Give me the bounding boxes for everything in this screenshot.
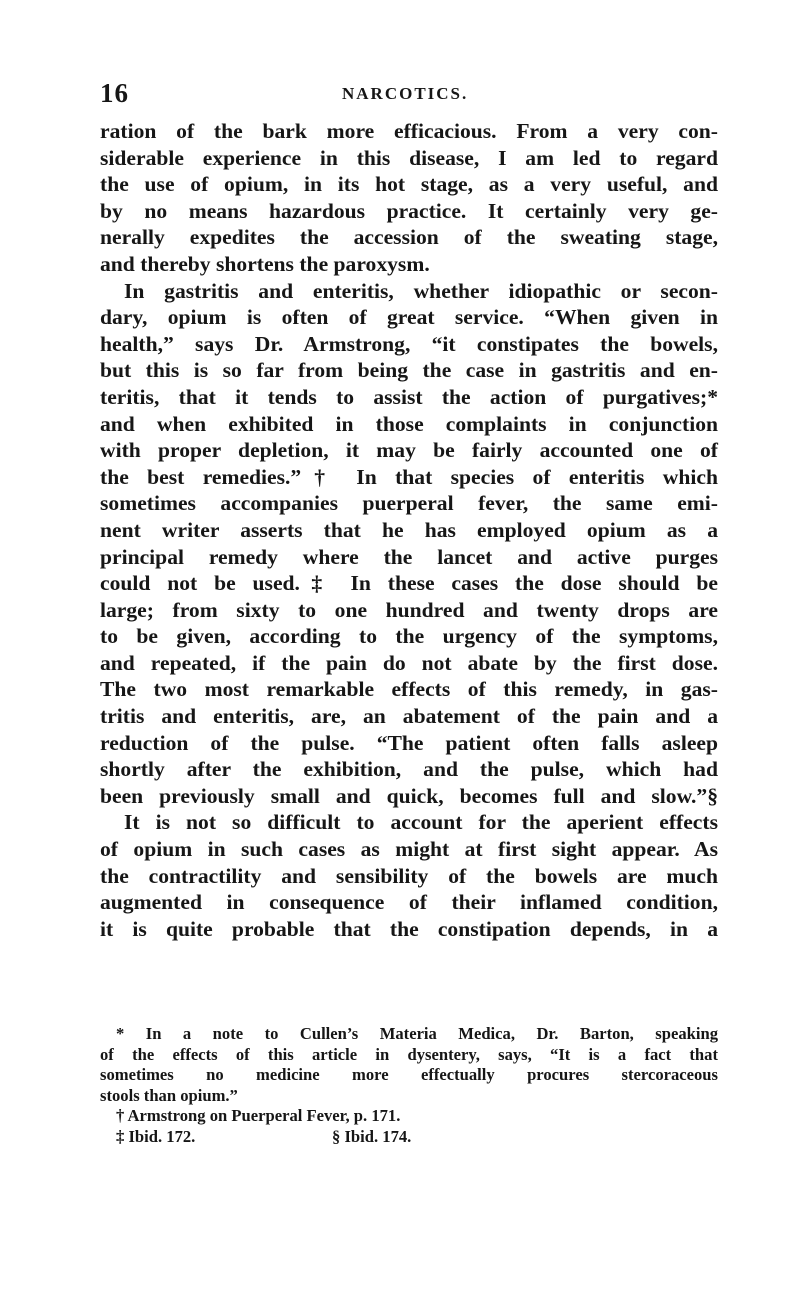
- text-line: reduction of the pulse. “The patient often falls asleep: [100, 730, 718, 755]
- text-line: The two most remarkable effects of this remedy, in gas-: [100, 677, 718, 702]
- text-line: with proper depletion, it may be fairly accounted one of: [100, 438, 718, 463]
- footnote-line: † Armstrong on Puerperal Fever, p. 171.: [116, 1106, 401, 1125]
- body-text: [100, 118, 718, 942]
- text-line: and thereby shortens the paroxysm.: [100, 251, 430, 276]
- text-line: ration of the bark more efficacious. From a very con-: [100, 119, 718, 143]
- text-line: siderable experience in this disease, I am led to regard: [100, 145, 718, 170]
- footnote-line: sometimes no medicine more effectually procures stercoraceous: [100, 1065, 718, 1084]
- page-header: [100, 78, 718, 118]
- text-line: it is quite probable that the constipation depends, in a: [100, 916, 718, 941]
- text-line: large; from sixty to one hundred and twenty drops are: [100, 597, 718, 622]
- text-line: tritis and enteritis, are, an abatement of the pain and a: [100, 704, 718, 729]
- footnote-ibid-174: § Ibid. 174.: [332, 1126, 412, 1146]
- footnote-ibid-172: ‡ Ibid. 172.: [116, 1126, 196, 1146]
- text-line: health,” says Dr. Armstrong, “it constipates the bowels,: [100, 331, 718, 356]
- footnote-line: * In a note to Cullen’s Materia Medica, Dr. Barton, speaking: [116, 1024, 718, 1043]
- text-line: the use of opium, in its hot stage, as a very useful, and: [100, 172, 718, 197]
- text-line: dary, opium is often of great service. “When given in: [100, 305, 718, 330]
- text-line: augmented in consequence of their inflamed condition,: [100, 890, 718, 915]
- text-line: shortly after the exhibition, and the pulse, which had: [100, 757, 718, 782]
- text-line: of opium in such cases as might at first sight appear. As: [100, 837, 718, 862]
- footnote-line: of the effects of this article in dysentery, says, “It is a fact that: [100, 1044, 718, 1064]
- text-line: nent writer asserts that he has employed opium as a: [100, 517, 718, 542]
- text-line: to be given, according to the urgency of the symptoms,: [100, 624, 718, 649]
- text-line: nerally expedites the accession of the sweating stage,: [100, 225, 718, 250]
- text-line: and when exhibited in those complaints in conjunction: [100, 411, 718, 436]
- page-number: 16: [100, 78, 129, 108]
- text-line: teritis, that it tends to assist the action of purgatives;*: [100, 384, 718, 409]
- text-line: In gastritis and enteritis, whether idiopathic or secon-: [124, 278, 718, 303]
- text-line: and repeated, if the pain do not abate by the first dose.: [100, 650, 718, 675]
- footnote-line: stools than opium.”: [100, 1085, 238, 1105]
- text-line: the contractility and sensibility of the bowels are much: [100, 863, 718, 888]
- text-line: sometimes accompanies puerperal fever, the same emi-: [100, 491, 718, 516]
- footnote-refs-row: [100, 1127, 718, 1148]
- text-line: been previously small and quick, becomes full and slow.”§: [100, 783, 718, 808]
- text-line: but this is so far from being the case in gastritis and en-: [100, 358, 718, 383]
- text-line: could not be used.‡ In these cases the dose should be: [100, 571, 718, 596]
- text-line: principal remedy where the lancet and active purges: [100, 544, 718, 569]
- running-head: NARCOTICS.: [342, 84, 469, 103]
- text-line: by no means hazardous practice. It certainly very ge-: [100, 198, 718, 223]
- footnotes: [100, 1024, 718, 1147]
- text-line: It is not so difficult to account for the aperient effects: [124, 810, 718, 835]
- text-line: the best remedies.”† In that species of enteritis which: [100, 464, 718, 489]
